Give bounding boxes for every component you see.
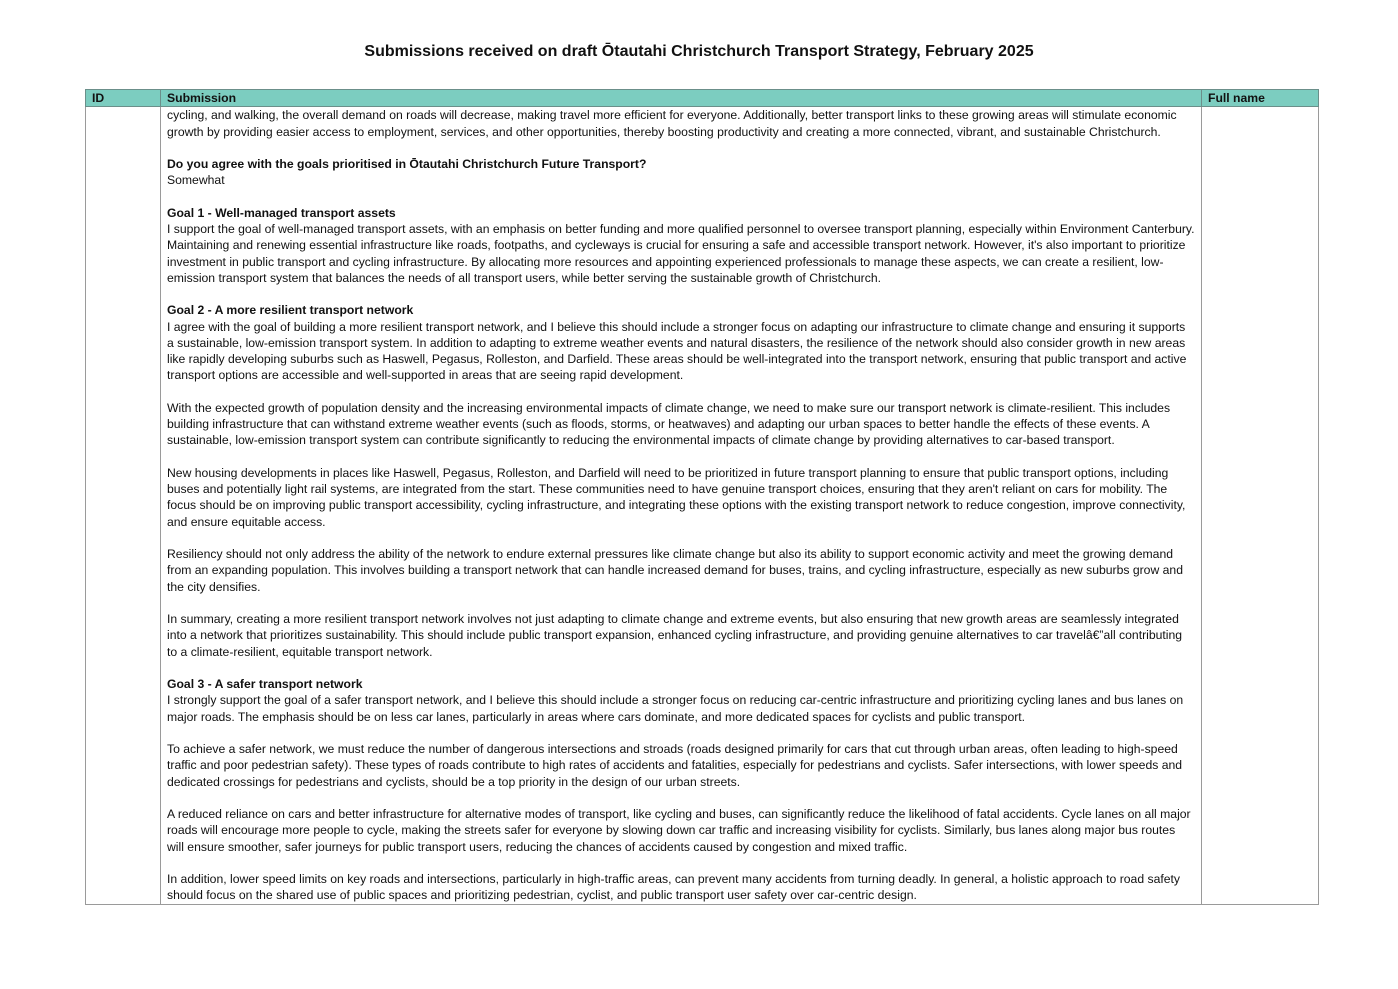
goal3-block — [167, 676, 1195, 725]
goal3-paragraph-4: In addition, lower speed limits on key roads and intersections, particularly in high-traffic areas, can prevent many accidents from turning deadly. In general, a holistic approach to road safety should focus on the shared use of public spaces and prioritizing pedestrian, cyclist, and public transport user safety over car-centric design. — [167, 872, 1181, 903]
column-header-full-name: Full name — [1202, 90, 1319, 107]
goal2-block — [167, 302, 1195, 383]
goal1-heading: Goal 1 - Well-managed transport assets — [167, 205, 396, 220]
question-block — [167, 156, 1195, 189]
column-header-id: ID — [86, 90, 161, 107]
page-title: Submissions received on draft Ōtautahi Christchurch Transport Strategy, February 2025 — [364, 43, 1034, 60]
goal3-paragraph-3: A reduced reliance on cars and better infrastructure for alternative modes of transport, like cycling and buses, can significantly reduce the likelihood of fatal accidents. Cycle lanes on all major roads will encourage more people to cycle, making the streets safer for everyone by slowing down car traffic and increasing visibility for cyclists. Similarly, bus lanes along major bus routes will ensure smoother, safer journeys for public transport users, reducing the chances of accidents caused by congestion and mixed traffic. — [167, 807, 1191, 854]
goal2-paragraph-2: With the expected growth of population density and the increasing environmental impacts of climate change, we need to make sure our transport network is climate-resilient. This includes building infrastructure that can withstand extreme weather events (such as floods, storms, or heatwaves) and adapting our urban spaces to better handle the effects of these events. A sustainable, low-emission transport system can contribute significantly to reducing the environmental impacts of climate change by providing alternatives to car-based transport. — [167, 400, 1171, 448]
cell-full-name — [1202, 107, 1319, 904]
goal3-paragraph-2: To achieve a safer network, we must reduce the number of dangerous intersections and stroads (roads designed primarily for cars that cut through urban areas, often leading to high-speed traffic and poor pedestrian safety). These types of roads contribute to high rates of accidents and fatalities, especially for pedestrians and cyclists. Safer intersections, with lower speeds and dedicated crossings for pedestrians and cyclists, should be a top priority in the design of our urban streets. — [167, 742, 1183, 789]
goal1-block — [167, 205, 1195, 286]
goal3-paragraph-1: I strongly support the goal of a safer transport network, and I believe this should include a stronger focus on reducing car-centric infrastructure and prioritizing cycling lanes and bus lanes on major roads. The emphasis should be on less car lanes, particularly in areas where cars dominate, and more dedicated spaces for cyclists and public transport. — [167, 693, 1184, 724]
column-header-submission: Submission — [161, 90, 1202, 107]
submission-intro: cycling, and walking, the overall demand on roads will decrease, making travel more efficient for everyone. Additionally, better transport links to these growing areas will stimulate economic growth by providing easier access to employment, services, and other opportunities, thereby boosting productivity and creating a more connected, vibrant, and sustainable Christchurch. — [167, 108, 1177, 139]
goal3-heading: Goal 3 - A safer transport network — [167, 677, 363, 691]
goal2-paragraph-5: In summary, creating a more resilient transport network involves not just adapting to climate change and extreme events, but also ensuring that new growth areas are seamlessly integrated into a network that prioritizes sustainability. This should include public transport expansion, enhanced cycling infrastructure, and providing genuine alternatives to car travelâ€”all contributing to a climate-resilient, equitable transport network. — [167, 612, 1183, 659]
question-text: Do you agree with the goals prioritised in Ōtautahi Christchurch Future Transport? — [167, 157, 647, 171]
goal2-heading: Goal 2 - A more resilient transport network — [167, 303, 414, 318]
cell-submission — [161, 107, 1202, 904]
goal2-paragraph-1: I agree with the goal of building a more resilient transport network, and I believe this should include a stronger focus on adapting our infrastructure to climate change and ensuring it supports a sustainable, low-emission transport system. In addition to adapting to extreme weather events and natural disasters, the resilience of the network should also consider growth in new areas like rapidly developing suburbs such as Haswell, Pegasus, Rolleston, and Darfield. These areas should be well-integrated into the transport network, ensuring that public transport and active transport options are accessible and well-supported in areas that are seeing rapid development. — [167, 319, 1187, 383]
question-answer: Somewhat — [167, 173, 225, 188]
table-row — [86, 107, 1319, 904]
goal2-paragraph-4: Resiliency should not only address the ability of the network to endure external pressures like climate change but also its ability to support economic activity and meet the growing demand from an expanding population. This involves building a transport network that can handle increased demand for buses, trains, and cycling infrastructure, especially as new suburbs grow and the city densifies. — [167, 547, 1183, 594]
goal1-paragraph: I support the goal of well-managed transport assets, with an emphasis on better funding and more qualified personnel to oversee transport planning, especially within Environment Canterbury. Maintaining and renewing essential infrastructure like roads, footpaths, and cycleways is crucial for ensuring a safe and accessible transport network. However, it's also important to prioritize investment in public transport and cycling infrastructure. By allocating more resources and appointing experienced professionals to manage these aspects, we can create a resilient, low-emission transport system that balances the needs of all transport users, while better serving the sustainable growth of Christchurch. — [167, 222, 1195, 285]
cell-id — [86, 107, 161, 904]
goal2-paragraph-3: New housing developments in places like Haswell, Pegasus, Rolleston, and Darfield will need to be prioritized in future transport planning to ensure that public transport options, including buses and potentially light rail systems, are integrated from the start. These communities need to have genuine transport choices, ensuring that they aren't reliant on cars for mobility. The focus should be on improving public transport accessibility, cycling infrastructure, and integrating these options with the existing transport network to reduce congestion, improve connectivity, and ensure equitable access. — [167, 465, 1186, 529]
table-header-row — [86, 90, 1319, 107]
submissions-table — [85, 89, 1319, 905]
